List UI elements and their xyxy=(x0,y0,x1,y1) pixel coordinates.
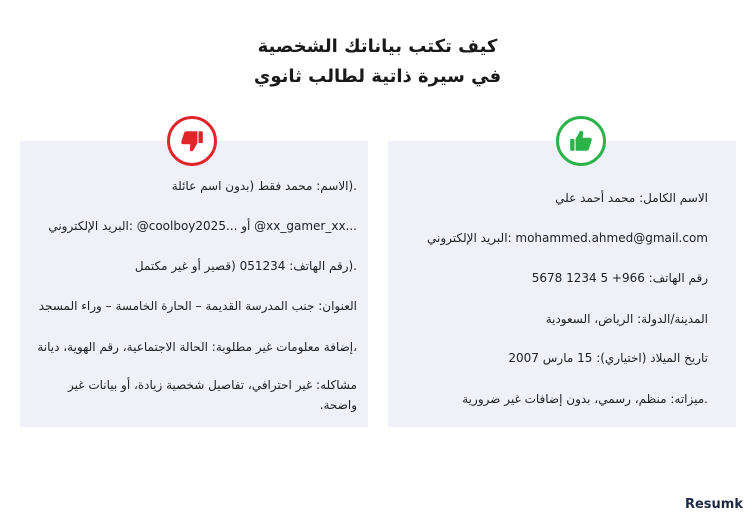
good-line-email: mohammed.ahmed@gmail.com :البريد الإلكتروني xyxy=(427,231,708,245)
thumbs-down-icon xyxy=(179,128,205,154)
good-line-name: الاسم الكامل: محمد أحمد علي xyxy=(555,191,708,205)
bad-line-problems: مشاكله: غير احترافي، تفاصيل شخصية زيادة، أو بيانات غير واضحة. xyxy=(67,378,357,412)
good-line-features: .ميزاته: منظم، رسمي، بدون إضافات غير ضرورية xyxy=(462,392,708,406)
bad-line-name: .(الاسم: محمد فقط (بدون اسم عائلة xyxy=(171,179,357,193)
thumbs-up-badge xyxy=(556,116,606,166)
bad-line-address: العنوان: جنب المدرسة القديمة – الحارة الخامسة – وراء المسجد xyxy=(38,299,357,313)
resumk-logo-text: Resumk xyxy=(684,497,743,512)
thumbs-down-badge xyxy=(167,116,217,166)
bad-line-phone: .(رقم الهاتف: 051234 (قصير أو غير مكتمل xyxy=(134,259,357,273)
page-title-line-1: كيف تكتب بياناتك الشخصية xyxy=(257,36,498,57)
good-line-phone: رقم الهاتف: 966+ 5 1234 5678 xyxy=(531,271,708,285)
resumk-logo xyxy=(685,497,743,512)
thumbs-up-icon xyxy=(568,128,594,154)
good-line-city: المدينة/الدولة: الرياض، السعودية xyxy=(545,312,708,326)
bad-line-extra-info: ،إضافة معلومات غير مطلوبة: الحالة الاجتماعية، رقم الهوية، ديانة xyxy=(37,340,357,354)
page-title-line-2: في سيرة ذاتية لطالب ثانوي xyxy=(253,66,502,87)
bad-line-email: ...xx_gamer_xx@ أو ...coolboy2025@ :البريد الإلكتروني xyxy=(48,219,357,233)
good-line-birthdate: تاريخ الميلاد (اختياري): 15 مارس 2007 xyxy=(508,351,708,365)
